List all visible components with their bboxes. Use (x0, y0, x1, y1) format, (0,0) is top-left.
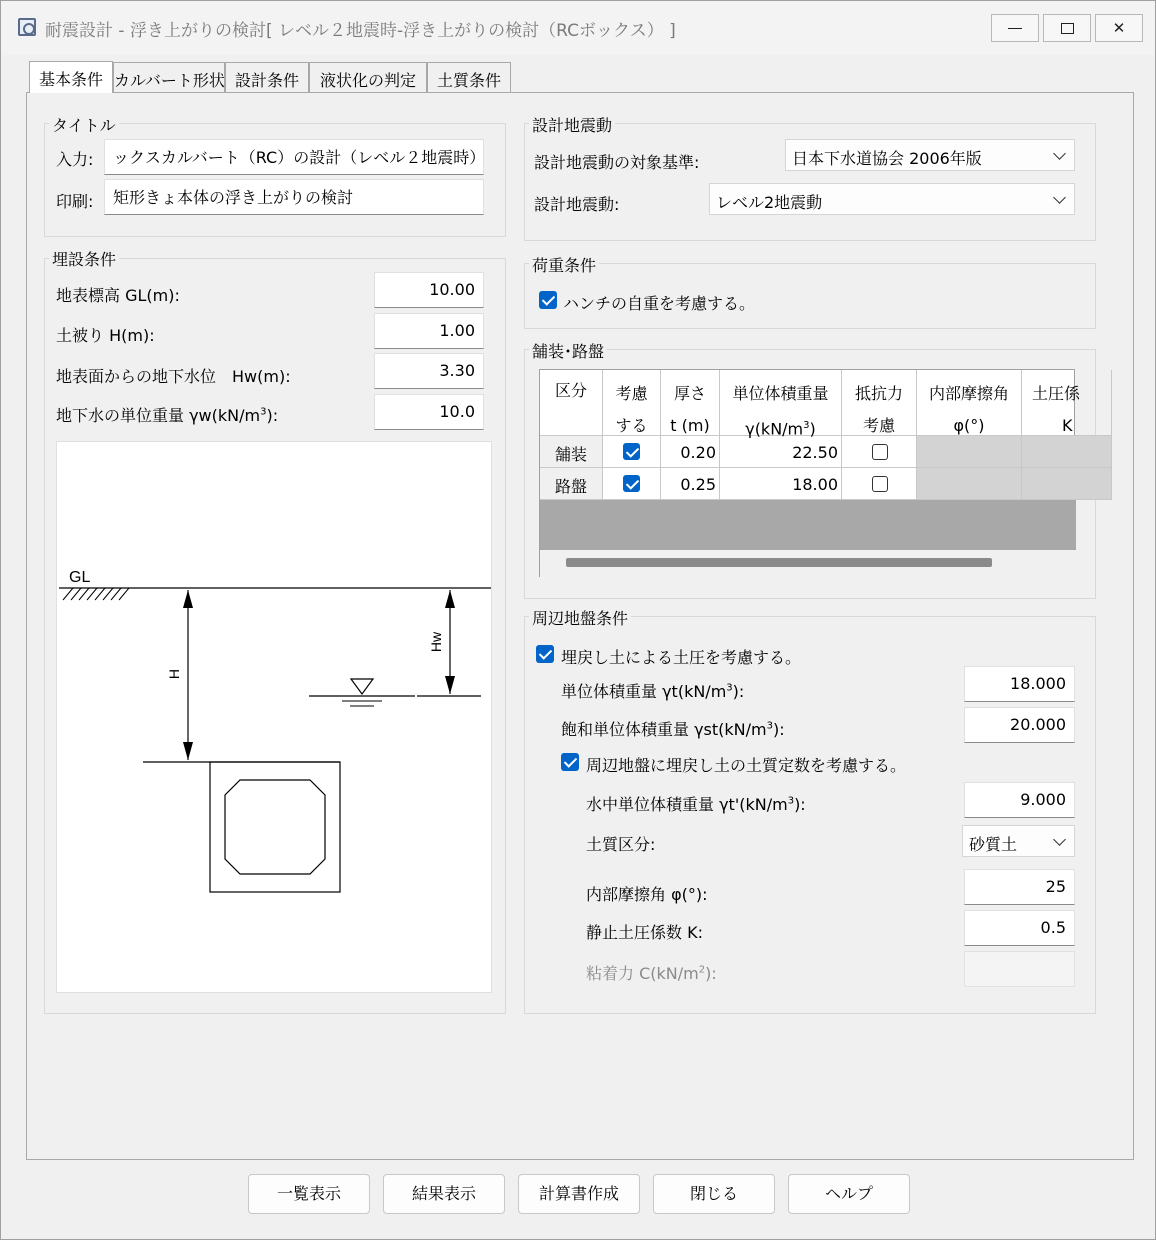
tab-culvert-shape[interactable]: カルバート形状 (113, 62, 225, 92)
result-view-button[interactable]: 結果表示 (383, 1174, 505, 1214)
ground-group-heading: 周辺地盤条件 (529, 606, 631, 629)
seismic-motion-label: 設計地震動: (534, 195, 620, 214)
seismic-group-heading: 設計地震動 (529, 113, 615, 136)
row-roadbed-thickness[interactable]: 0.25 (661, 468, 720, 500)
help-button[interactable]: ヘルプ (788, 1174, 910, 1214)
row-roadbed-unit-weight[interactable]: 18.00 (720, 468, 842, 500)
load-group-heading: 荷重条件 (529, 253, 599, 276)
h-diagram-label: H (166, 668, 182, 680)
scrollbar-thumb[interactable] (566, 558, 992, 567)
window-title: 耐震設計 - 浮き上がりの検討[ レベル２地震時-浮き上がりの検討（RCボックス） ] (45, 21, 676, 41)
header-resistance-line2: 考慮 (862, 416, 895, 435)
title-bar (1, 1, 1155, 55)
row-roadbed-name: 路盤 (540, 468, 603, 500)
header-resistance (842, 370, 917, 436)
row-pavement-thickness[interactable]: 0.20 (661, 436, 720, 468)
saturated-unit-weight-input[interactable]: 20.000 (964, 707, 1075, 743)
submerged-unit-weight-label: 水中単位体積重量 $\gamma t'(kN/m^3)$: (586, 795, 806, 814)
create-report-button[interactable]: 計算書作成 (518, 1174, 640, 1214)
submerged-unit-weight-input[interactable]: 9.000 (964, 782, 1075, 818)
input-title-field[interactable]: ックスカルバート（RC）の設計（レベル２地震時） (104, 139, 484, 175)
groundwater-level-input[interactable]: 3.30 (374, 353, 484, 389)
h-arrow-bottom (183, 742, 193, 760)
haunch-weight-label: ハンチの自重を考慮する。 (563, 294, 756, 313)
header-friction-angle (917, 370, 1022, 436)
earth-pressure-coef-input[interactable]: 0.5 (964, 910, 1075, 946)
header-k-line2: K (1062, 416, 1073, 435)
water-unit-weight-input[interactable]: 10.0 (374, 394, 484, 430)
row-pavement-unit-weight[interactable]: 22.50 (720, 436, 842, 468)
backfill-pressure-checkbox[interactable] (536, 645, 554, 663)
maximize-button[interactable] (1043, 14, 1091, 42)
tab-design-conditions[interactable]: 設計条件 (225, 62, 309, 92)
tab-liquefaction[interactable]: 液状化の判定 (309, 62, 427, 92)
close-icon: ✕ (1112, 19, 1126, 37)
gl-diagram-label: GL (69, 569, 91, 586)
header-thickness (661, 370, 720, 436)
h-arrow-top (183, 590, 193, 608)
header-unit-weight-line1: 単位体積重量 (732, 384, 829, 403)
maximize-icon (1061, 23, 1074, 34)
gl-label: 地表標高 GL(m): (56, 286, 180, 305)
hw-arrow-top (445, 590, 455, 608)
header-category: 区分 (540, 370, 603, 436)
water-level-triangle-icon (351, 679, 373, 694)
cohesion-input (964, 951, 1075, 987)
backfill-constants-label: 周辺地盤に埋戻し土の土質定数を考慮する。 (586, 756, 907, 775)
hw-diagram-label: Hw (428, 631, 444, 653)
backfill-pressure-label: 埋戻し土による土圧を考慮する。 (561, 648, 802, 667)
pavement-table (539, 369, 1081, 577)
header-friction-line1: 内部摩擦角 (928, 384, 1009, 403)
row-roadbed-consider-cell (603, 468, 661, 500)
row-pavement-name: 舗装 (540, 436, 603, 468)
culvert-box-outline (210, 762, 340, 892)
header-unit-weight: 単位体積重量 $\gamma(kN/m^3)$ (720, 370, 842, 436)
minimize-icon (1008, 28, 1022, 29)
header-thickness-line2: t (m) (670, 416, 710, 435)
row-roadbed-resist-cell (842, 468, 917, 500)
row-pavement-resist-cell (842, 436, 917, 468)
print-title-label: 印刷: (56, 192, 94, 211)
backfill-constants-checkbox[interactable] (561, 753, 579, 771)
header-consider-line2: する (615, 416, 648, 435)
chevron-down-icon (1053, 147, 1066, 160)
earth-pressure-coef-label: 静止土圧係数 K: (586, 923, 703, 942)
close-button[interactable] (1095, 14, 1143, 42)
list-view-button[interactable]: 一覧表示 (248, 1174, 370, 1214)
close-dialog-button[interactable]: 閉じる (653, 1174, 775, 1214)
chevron-down-icon (1053, 191, 1066, 204)
row-pavement-consider-checkbox[interactable] (623, 443, 640, 460)
haunch-weight-checkbox[interactable] (539, 291, 557, 309)
cohesion-label: 粘着力 $C(kN/m^2)$: (586, 964, 717, 983)
header-unit-weight-line2: γ(kN/m (745, 419, 804, 439)
row-roadbed-k (1022, 468, 1112, 500)
seismic-standard-value: 日本下水道協会 2006年版 (792, 149, 982, 168)
minimize-button[interactable] (991, 14, 1039, 42)
cover-depth-label: 土被り H(m): (56, 326, 155, 345)
header-earth-pressure-coef (1022, 370, 1112, 436)
app-icon (18, 18, 36, 36)
hw-arrow-bottom (445, 676, 455, 694)
soil-type-label: 土質区分: (586, 835, 656, 854)
seismic-motion-value: レベル2地震動 (716, 193, 823, 212)
horizontal-scrollbar[interactable] (540, 550, 1076, 578)
header-k-line1: 土圧係 (1032, 384, 1081, 403)
row-pavement-resist-checkbox[interactable] (872, 444, 888, 460)
tab-basic-conditions[interactable]: 基本条件 (29, 61, 113, 93)
burial-diagram (56, 441, 492, 993)
input-title-label: 入力: (56, 150, 94, 169)
unit-weight-gt-input[interactable]: 18.000 (964, 666, 1075, 702)
friction-angle-label: 内部摩擦角 φ(°): (586, 885, 708, 904)
tab-soil-conditions[interactable]: 土質条件 (427, 62, 511, 92)
unit-weight-gt-label: 単位体積重量 $\gamma t(kN/m^3)$: (561, 682, 745, 701)
header-thickness-line1: 厚さ (673, 384, 706, 403)
header-friction-line2: φ(°) (953, 416, 985, 435)
gl-input[interactable]: 10.00 (374, 272, 484, 308)
seismic-standard-select[interactable] (785, 139, 1075, 171)
header-consider (603, 370, 661, 436)
row-roadbed-consider-checkbox[interactable] (623, 475, 640, 492)
row-roadbed-friction (917, 468, 1022, 500)
row-pavement-consider-cell (603, 436, 661, 468)
table-empty-area (540, 500, 1076, 550)
row-roadbed-resist-checkbox[interactable] (872, 476, 888, 492)
seismic-motion-select[interactable] (709, 183, 1075, 215)
burial-diagram-svg (57, 442, 493, 994)
groundwater-level-label: 地表面からの地下水位 Hw(m): (56, 367, 291, 386)
row-pavement-k (1022, 436, 1112, 468)
water-unit-weight-label: 地下水の単位重量 $\gamma w(kN/m^3)$: (56, 406, 279, 425)
ground-hatch (63, 588, 129, 600)
header-resistance-line1: 抵抗力 (854, 384, 903, 403)
soil-type-value: 砂質土 (969, 835, 1018, 854)
chevron-down-icon (1053, 833, 1066, 846)
print-title-field[interactable]: 矩形きょ本体の浮き上がりの検討 (104, 179, 484, 215)
burial-group-heading: 埋設条件 (49, 247, 119, 270)
pavement-group-heading: 舗装･路盤 (529, 339, 607, 362)
row-pavement-friction (917, 436, 1022, 468)
culvert-box-interior (225, 780, 325, 874)
title-group-heading: タイトル (49, 113, 119, 136)
soil-type-select[interactable] (962, 825, 1075, 857)
friction-angle-input[interactable]: 25 (964, 869, 1075, 905)
header-consider-line1: 考慮 (615, 384, 648, 403)
cover-depth-input[interactable]: 1.00 (374, 313, 484, 349)
seismic-standard-label: 設計地震動の対象基準: (534, 153, 700, 172)
saturated-unit-weight-label: 飽和単位体積重量 $\gamma st(kN/m^3)$: (561, 720, 785, 739)
